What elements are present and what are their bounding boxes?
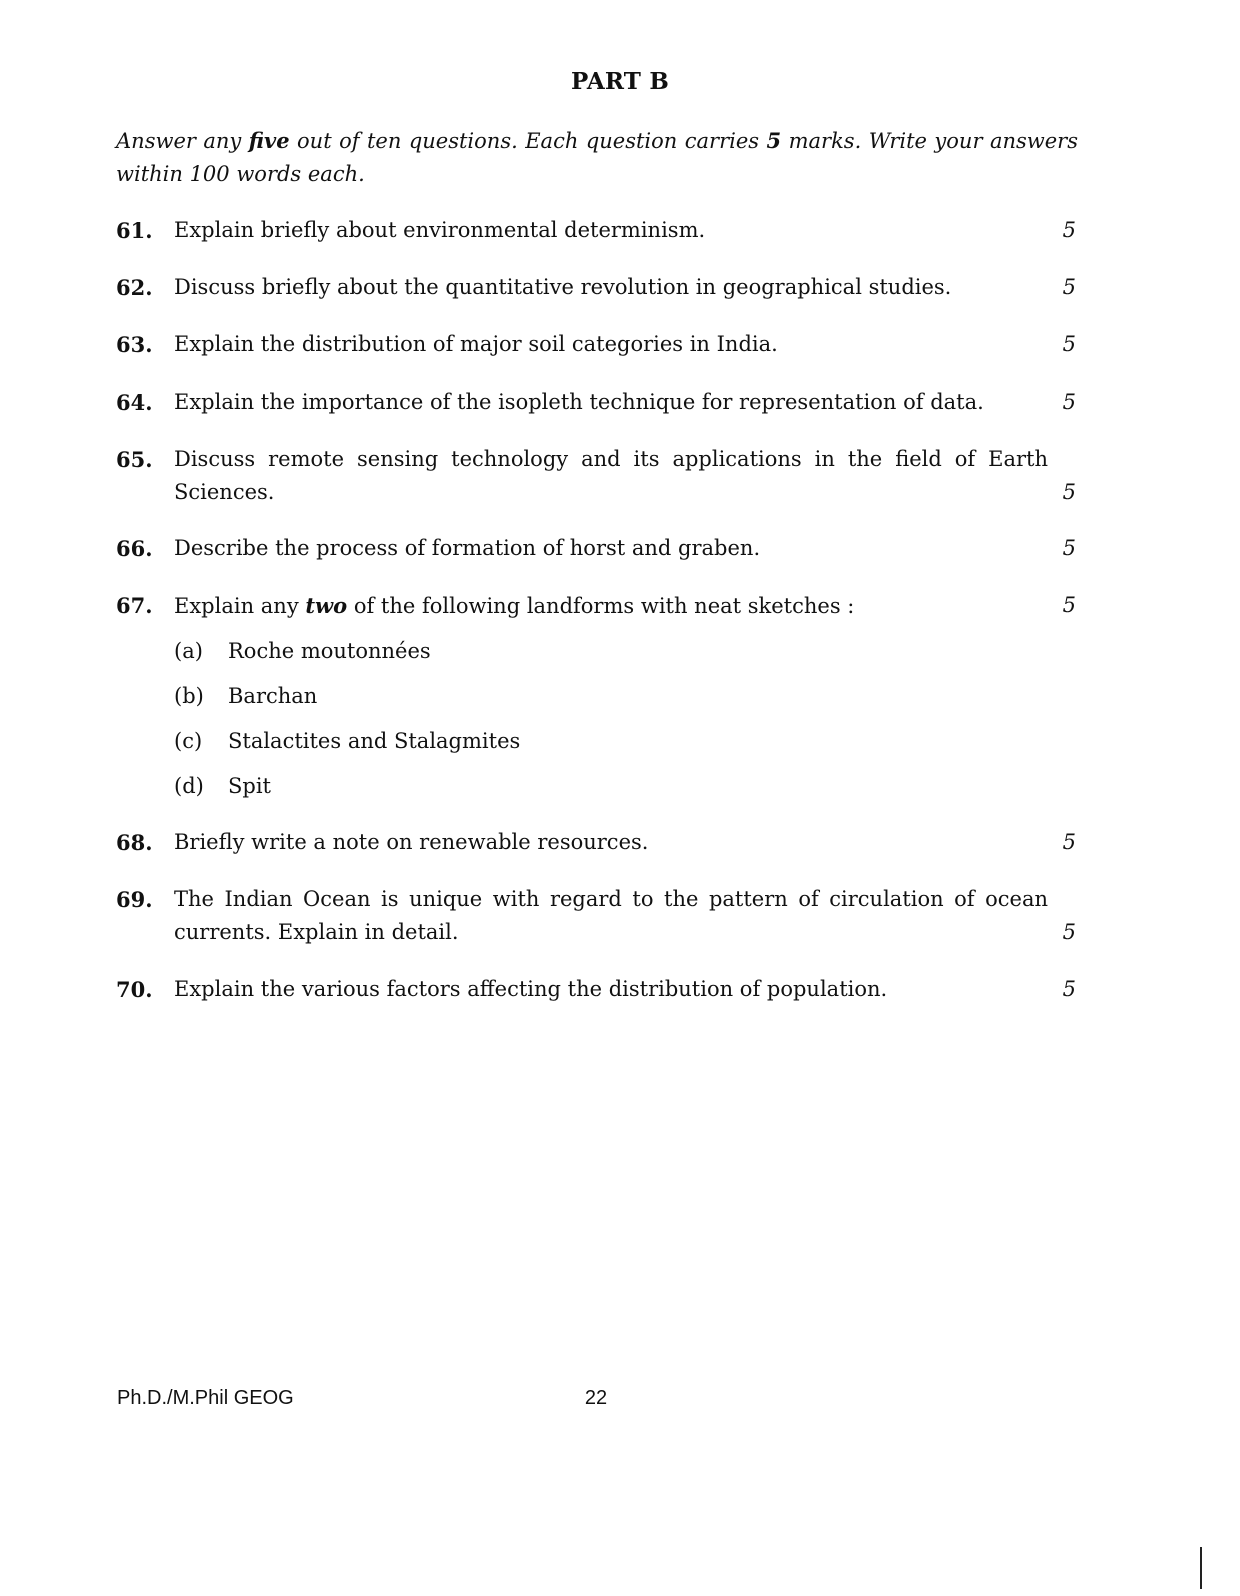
question-marks: 5	[1062, 332, 1076, 356]
question-marks: 5	[1062, 218, 1076, 242]
instructions-emphasis: five	[248, 128, 290, 153]
question-number: 63.	[116, 332, 153, 357]
question-text: Explain briefly about environmental determinism.	[174, 218, 706, 242]
sub-item-a	[174, 635, 431, 668]
question-67	[116, 589, 1076, 623]
question-text: Briefly write a note on renewable resources.	[174, 830, 649, 854]
question-65	[116, 443, 1076, 509]
question-number: 68.	[116, 830, 153, 855]
instructions-text: Answer any	[116, 129, 249, 153]
question-text: Explain the importance of the isopleth technique for representation of data.	[174, 390, 984, 414]
question-marks: 5	[1062, 977, 1076, 1001]
instructions-text: out of ten questions. Each question carries	[289, 129, 767, 153]
footer-page-number: 22	[584, 1387, 608, 1409]
question-number: 66.	[116, 536, 153, 561]
question-69	[116, 883, 1076, 949]
scan-edge-mark	[1200, 1547, 1202, 1589]
instructions-emphasis: 5	[766, 128, 782, 153]
question-marks: 5	[1062, 390, 1076, 414]
question-marks: 5	[1062, 275, 1076, 299]
question-marks: 5	[1062, 536, 1076, 560]
instructions	[116, 124, 1078, 191]
question-number: 70.	[116, 977, 153, 1002]
sub-item-text: Roche moutonnées	[228, 639, 431, 663]
question-number: 64.	[116, 390, 153, 415]
question-number: 69.	[116, 887, 153, 912]
question-63	[116, 328, 1076, 361]
sub-item-label: (b)	[174, 684, 204, 708]
question-61	[116, 214, 1076, 247]
sub-item-c	[174, 725, 520, 758]
sub-item-text: Stalactites and Stalagmites	[228, 729, 521, 753]
question-number: 65.	[116, 447, 153, 472]
question-68	[116, 826, 1076, 859]
question-marks: 5	[1062, 920, 1076, 944]
question-text: The Indian Ocean is unique with regard to the pattern of circulation of ocean currents. Explain in detail.	[174, 887, 1048, 944]
question-number: 67.	[116, 593, 153, 618]
question-number: 61.	[116, 218, 153, 243]
question-70	[116, 973, 1076, 1006]
sub-item-text: Barchan	[228, 684, 318, 708]
sub-item-label: (a)	[174, 639, 203, 663]
question-text-part: of the following landforms with neat sketches :	[347, 594, 855, 618]
question-marks: 5	[1062, 480, 1076, 504]
question-emphasis: two	[305, 593, 348, 618]
question-text	[174, 589, 1048, 623]
question-text: Discuss remote sensing technology and its applications in the field of Earth Sciences.	[174, 447, 1048, 504]
sub-item-text: Spit	[228, 774, 271, 798]
question-number: 62.	[116, 275, 153, 300]
question-text-part: Explain any	[174, 594, 306, 618]
question-text: Discuss briefly about the quantitative revolution in geographical studies.	[174, 275, 952, 299]
question-62	[116, 271, 1076, 304]
question-text: Explain the distribution of major soil categories in India.	[174, 332, 778, 356]
question-text: Explain the various factors affecting the distribution of population.	[174, 977, 888, 1001]
sub-item-d	[174, 770, 271, 803]
footer-course-code: Ph.D./M.Phil GEOG	[117, 1387, 294, 1409]
section-title: PART B	[571, 68, 669, 95]
question-marks: 5	[1062, 593, 1076, 617]
question-64	[116, 386, 1076, 419]
sub-item-label: (d)	[174, 774, 204, 798]
instructions-text: marks. Write your answers within 100 words each.	[116, 129, 1078, 186]
sub-item-label: (c)	[174, 729, 203, 753]
question-marks: 5	[1062, 830, 1076, 854]
question-text: Describe the process of formation of horst and graben.	[174, 536, 761, 560]
question-66	[116, 532, 1076, 565]
sub-item-b	[174, 680, 317, 713]
